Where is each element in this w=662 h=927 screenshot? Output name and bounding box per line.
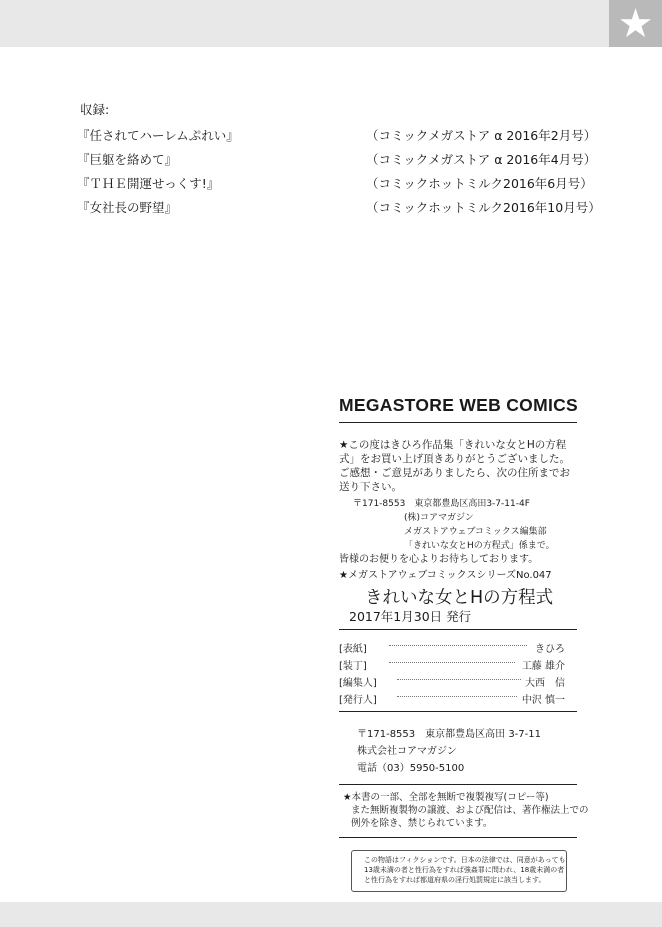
dot-leader xyxy=(397,696,517,697)
story-title: 『ＴＨＥ開運せっくす!』 xyxy=(77,176,220,191)
credit-name: 大西 信 xyxy=(525,678,565,689)
credit-row xyxy=(339,674,565,690)
book-title: きれいな女とHの方程式 xyxy=(365,588,554,608)
divider xyxy=(339,837,577,838)
list-item xyxy=(77,150,597,170)
dot-leader xyxy=(397,679,521,680)
story-title: 『女社長の野望』 xyxy=(77,200,178,215)
notice-line: 13歳未満の者と性行為をすれば強姦罪に問われ、18歳未満の者 xyxy=(364,866,565,874)
thanks-line: ご感想・ご意見がありましたら、次の住所までお xyxy=(339,467,570,479)
divider xyxy=(339,784,577,785)
credit-role: [編集人] xyxy=(339,678,377,689)
thanks-line: ★この度はきひろ作品集「きれいな女とHの方程 xyxy=(339,439,567,451)
credit-name: 中沢 慎一 xyxy=(521,695,565,706)
thanks-line: 式」をお買い上げ頂きありがとうございました。 xyxy=(339,453,570,465)
contents-label: 収録: xyxy=(80,102,110,117)
notice-line: この物語はフィクションです。日本の法律では、同意があっても xyxy=(364,856,566,864)
fiction-notice xyxy=(351,850,567,892)
star-icon: ★ xyxy=(617,0,654,47)
thanks-line: 送り下さい。 xyxy=(339,481,402,493)
address-line: 「きれいな女とHの方程式」係まで。 xyxy=(404,541,555,551)
story-title: 『任されてハーレムぷれい』 xyxy=(77,128,239,143)
list-item xyxy=(77,198,601,218)
divider xyxy=(339,711,577,712)
top-bar xyxy=(0,0,662,47)
story-source: （コミックホットミルク2016年6月号） xyxy=(366,176,593,191)
address-line: (株)コアマガジン xyxy=(404,513,474,523)
credit-role: [装丁] xyxy=(339,661,367,672)
credit-row xyxy=(339,640,565,656)
credit-row xyxy=(339,657,565,673)
waiting-line: 皆様のお便りを心よりお待ちしております。 xyxy=(339,554,539,565)
list-item xyxy=(77,126,597,146)
publisher-line: 〒171-8553 東京都豊島区高田 3-7-11 xyxy=(357,729,541,740)
credit-role: [表紙] xyxy=(339,644,367,655)
story-source: （コミックホットミルク2016年10月号） xyxy=(366,200,601,215)
address-postal: 〒171-8553 東京都豊島区高田3-7-11-4F xyxy=(353,499,530,509)
list-item xyxy=(77,174,597,194)
credit-row xyxy=(339,691,565,707)
credit-role: [発行人] xyxy=(339,695,377,706)
copyright-line: ★本書の一部、全部を無断で複製複写(コピー等) xyxy=(343,792,549,803)
publish-date: 2017年1月30日 発行 xyxy=(349,609,472,624)
dot-leader xyxy=(389,662,515,663)
bottom-bar xyxy=(0,902,662,927)
credit-name: 工藤 雄介 xyxy=(521,661,565,672)
divider xyxy=(339,422,577,423)
divider xyxy=(339,629,577,630)
star-badge xyxy=(609,0,662,47)
copyright-line: また無断複製物の譲渡、および配信は、著作権法上での xyxy=(351,805,589,816)
brand-logo: MEGASTORE WEB COMICS xyxy=(339,395,579,415)
publisher-line: 株式会社コアマガジン xyxy=(357,746,457,757)
story-source: （コミックメガストア α 2016年4月号） xyxy=(366,152,597,167)
address-line: メガストアウェブコミックス編集部 xyxy=(404,527,547,537)
notice-line: と性行為をすれば都道府県の淫行処罰規定に該当します。 xyxy=(364,876,546,884)
series-line: ★メガストアウェブコミックスシリーズNo.047 xyxy=(339,570,552,581)
publisher-line: 電話（03）5950-5100 xyxy=(357,763,465,774)
story-source: （コミックメガストア α 2016年2月号） xyxy=(366,128,597,143)
credit-name: きひろ xyxy=(535,644,565,655)
dot-leader xyxy=(389,645,527,646)
copyright-line: 例外を除き、禁じられています。 xyxy=(351,818,493,829)
story-title: 『巨躯を絡めて』 xyxy=(77,152,178,167)
